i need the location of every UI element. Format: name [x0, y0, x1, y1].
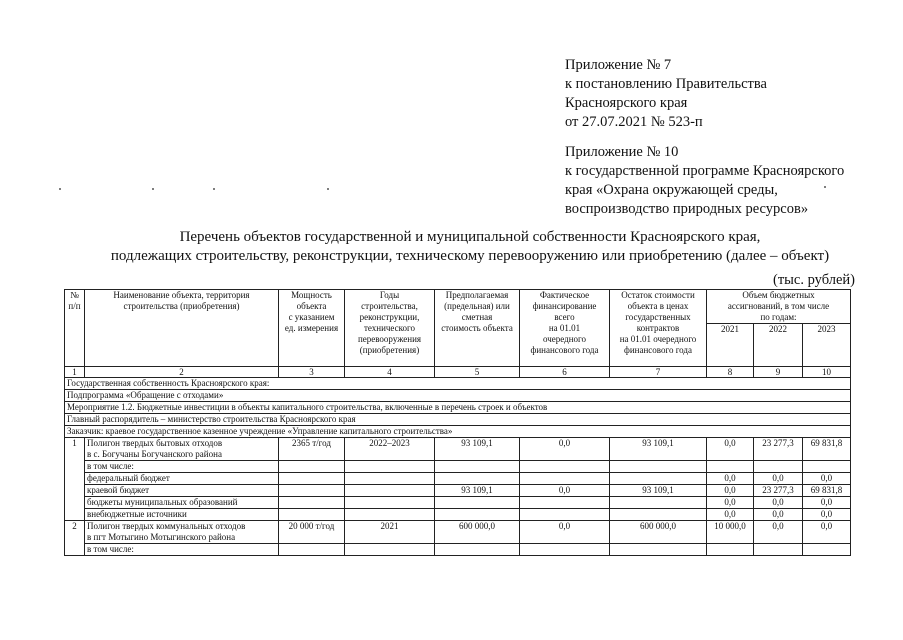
- column-numbers-row: [65, 367, 851, 378]
- object-name: Полигон твердых коммунальных отходов в пгт Мотыгино Мотыгинского района: [85, 521, 279, 544]
- object-row: [65, 438, 851, 461]
- column-number: 2: [85, 367, 279, 378]
- object-estimated-cost: 600 000,0: [435, 521, 520, 544]
- section-row: [65, 414, 851, 426]
- section-label: Государственная собственность Красноярского края:: [65, 378, 851, 390]
- object-actual-financing: 0,0: [520, 438, 610, 461]
- header-line: края «Охрана окружающей среды,: [565, 182, 778, 198]
- section-row: [65, 378, 851, 390]
- breakdown-row: краевой бюджет 93 109,1 0,0 93 109,1 0,0 23 277,3 69 831,8: [65, 485, 851, 497]
- object-y2021: 10 000,0: [707, 521, 754, 544]
- object-remaining-cost: 600 000,0: [610, 521, 707, 544]
- breakdown-row: внебюджетные источники 0,0 0,0 0,0: [65, 509, 851, 521]
- header-line: к государственной программе Красноярского: [565, 163, 845, 179]
- scan-speck: [213, 188, 215, 190]
- object-years: 2021: [345, 521, 435, 544]
- object-y2021: 0,0: [707, 438, 754, 461]
- breakdown-row: бюджеты муниципальных образований 0,0 0,0 0,0: [65, 497, 851, 509]
- table-header-row: [65, 290, 851, 324]
- column-number: 9: [754, 367, 803, 378]
- document-title: [40, 228, 900, 266]
- section-label: Мероприятие 1.2. Бюджетные инвестиции в объекты капитального строительства, включенные в перечень строек и объектов: [65, 402, 851, 414]
- breakdown-label: внебюджетные источники: [85, 509, 279, 521]
- column-number: 8: [707, 367, 754, 378]
- column-number: 5: [435, 367, 520, 378]
- column-number: 3: [279, 367, 345, 378]
- header-year-2022: 2022: [754, 324, 803, 367]
- header-estimated-cost: Предполагаемая (предельная) или сметная стоимость объекта: [435, 290, 520, 367]
- object-estimated-cost: 93 109,1: [435, 438, 520, 461]
- appendix-10-header: [565, 143, 844, 219]
- object-actual-financing: 0,0: [520, 521, 610, 544]
- object-y2023: 69 831,8: [803, 438, 851, 461]
- header-name: Наименование объекта, территория строительства (приобретения): [85, 290, 279, 367]
- header-capacity: Мощность объекта с указанием ед. измерения: [279, 290, 345, 367]
- breakdown-label: в том числе:: [85, 461, 279, 473]
- section-label: Главный распорядитель – министерство строительства Красноярского края: [65, 414, 851, 426]
- header-line: от 27.07.2021 № 523-п: [565, 114, 703, 130]
- object-num: 1: [65, 438, 85, 521]
- breakdown-label: в том числе:: [85, 544, 279, 556]
- column-number: 7: [610, 367, 707, 378]
- scan-speck: [59, 188, 61, 190]
- header-years: Годы строительства, реконструкции, технического перевооружения (приобретения): [345, 290, 435, 367]
- title-line: подлежащих строительству, реконструкции, техническому перевооружению или приобретению (далее – объект): [110, 248, 830, 264]
- header-line: Приложение № 10: [565, 144, 679, 160]
- section-row: [65, 426, 851, 438]
- object-name: Полигон твердых бытовых отходов в с. Богучаны Богучанского района: [85, 438, 279, 461]
- column-number: 4: [345, 367, 435, 378]
- scan-speck: [152, 188, 154, 190]
- object-row: [65, 521, 851, 544]
- header-line: Красноярского края: [565, 95, 688, 111]
- column-number: 1: [65, 367, 85, 378]
- section-label: Подпрограмма «Обращение с отходами»: [65, 390, 851, 402]
- section-row: [65, 390, 851, 402]
- column-number: 10: [803, 367, 851, 378]
- header-num: № п/п: [65, 290, 85, 367]
- section-row: [65, 402, 851, 414]
- header-budget-volume: Объем бюджетных ассигнований, в том числе по годам:: [707, 290, 851, 324]
- header-actual-financing: Фактическое финансирование всего на 01.01 очередного финансового года: [520, 290, 610, 367]
- breakdown-label: краевой бюджет: [85, 485, 279, 497]
- header-line: воспроизводство природных ресурсов»: [565, 201, 809, 217]
- object-years: 2022–2023: [345, 438, 435, 461]
- appendix-7-header: [565, 56, 767, 132]
- title-line: Перечень объектов государственной и муниципальной собственности Красноярского края,: [179, 229, 761, 245]
- breakdown-row: [65, 544, 851, 556]
- breakdown-row: [65, 461, 851, 473]
- object-capacity: 2365 т/год: [279, 438, 345, 461]
- scan-speck: [824, 186, 826, 188]
- object-remaining-cost: 93 109,1: [610, 438, 707, 461]
- object-y2023: 0,0: [803, 521, 851, 544]
- breakdown-row: федеральный бюджет 0,0 0,0 0,0: [65, 473, 851, 485]
- header-year-2023: 2023: [803, 324, 851, 367]
- objects-table: [64, 289, 851, 556]
- header-year-2021: 2021: [707, 324, 754, 367]
- header-remaining-cost: Остаток стоимости объекта в ценах государственных контрактов на 01.01 очередного финансового года: [610, 290, 707, 367]
- scan-speck: [327, 188, 329, 190]
- breakdown-label: федеральный бюджет: [85, 473, 279, 485]
- column-number: 6: [520, 367, 610, 378]
- header-line: к постановлению Правительства: [565, 76, 767, 92]
- object-y2022: 23 277,3: [754, 438, 803, 461]
- object-capacity: 20 000 т/год: [279, 521, 345, 544]
- object-y2022: 0,0: [754, 521, 803, 544]
- units-label: (тыс. рублей): [773, 272, 855, 288]
- breakdown-label: бюджеты муниципальных образований: [85, 497, 279, 509]
- header-line: Приложение № 7: [565, 57, 672, 73]
- object-num: 2: [65, 521, 85, 556]
- section-label: Заказчик: краевое государственное казенное учреждение «Управление капитального строительства»: [65, 426, 851, 438]
